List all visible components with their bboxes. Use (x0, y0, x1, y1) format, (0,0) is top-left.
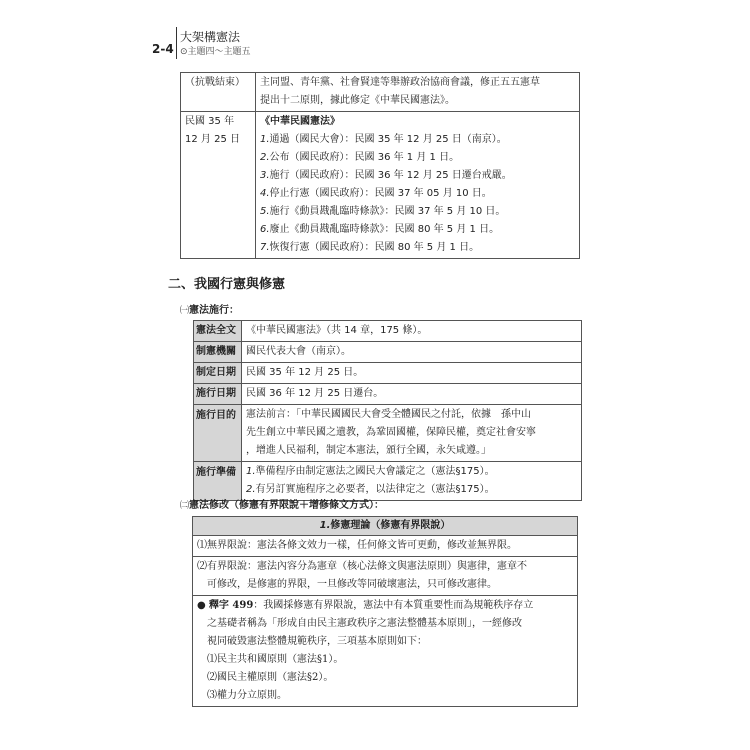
list-item (260, 239, 575, 257)
row-value (242, 462, 582, 501)
item-text: 恢復行憲（國民政府）：民國 80 年 5 月 1 日。 (269, 242, 480, 253)
constitution-table (193, 320, 582, 501)
timeline-table (180, 72, 580, 259)
theory-row (193, 557, 577, 596)
row-value: 民國 35 年 12 月 25 日。 (242, 363, 582, 384)
row-value: 國民代表大會（南京）。 (242, 342, 582, 363)
subsection-marker: ㈠ (180, 306, 190, 316)
item-text: 施行《動員戡亂臨時條款》：民國 37 年 5 月 10 日。 (269, 206, 506, 217)
theory-text: ⑴無界限說：憲法各條文效力一樣，任何條文皆可更動，修改並無界限。 (197, 540, 517, 551)
interpretation-text: 之基礎者稱為「形成自由民主憲政秩序之憲法整體基本原則」，一經修改 (207, 618, 522, 629)
header-subtitle: ⊙主題四～主題五 (180, 47, 251, 57)
item-number: 1. (246, 466, 256, 477)
table-row (194, 363, 582, 384)
row-value: 民國 36 年 12 月 25 日遷台。 (242, 384, 582, 405)
timeline-event-cell (256, 112, 580, 259)
theory-text: 可修改，是修憲的界限，一旦修改等同破壞憲法，只可修改憲律。 (207, 579, 497, 590)
item-number: 3. (260, 170, 270, 181)
table-row (194, 384, 582, 405)
item-text: 有另訂實施程序之必要者，以法律定之（憲法§175）。 (255, 484, 495, 495)
theory-text: ⑵有界限說：憲法內容分為憲章（核心法條文與憲法原則）與憲律，憲章不 (197, 561, 527, 572)
section-title: 二、我國行憲與修憲 (168, 277, 286, 292)
table-row (181, 73, 580, 112)
row-label: 施行日期 (194, 384, 242, 405)
row-label: 制定日期 (194, 363, 242, 384)
box-caption (193, 517, 577, 536)
item-text: 施行（國民政府）：民國 36 年 12 月 25 日遷台戒嚴。 (269, 170, 512, 181)
table-row (194, 321, 582, 342)
amendment-theory-box (192, 516, 578, 707)
interpretation-text: 視同破毀憲法整體規範秩序，三項基本原則如下： (207, 636, 427, 647)
subsection-marker: ㈡ (180, 501, 190, 511)
item-text: 廢止《動員戡亂臨時條款》：民國 80 年 5 月 1 日。 (269, 224, 500, 235)
item-number: 6. (260, 224, 270, 235)
caption-number: 1. (319, 520, 331, 531)
preamble-line: 先生創立中華民國之遺教，為鞏固國權，保障民權，奠定社會安寧 (246, 427, 536, 438)
list-item (246, 463, 577, 481)
list-item (260, 221, 575, 239)
caption-text: 修憲理論（修憲有界限說） (330, 520, 451, 531)
item-number: 5. (260, 206, 270, 217)
list-item (260, 131, 575, 149)
list-item (260, 185, 575, 203)
list-item: ⑵國民主權原則（憲法§2）。 (207, 672, 334, 683)
timeline-date: 民國 35 年 (185, 116, 235, 127)
timeline-event-cell (256, 73, 580, 112)
timeline-date-cell (181, 73, 256, 112)
list-item (260, 149, 575, 167)
row-label: 施行準備 (194, 462, 242, 501)
bullet-icon: ● (197, 600, 206, 611)
header-divider (176, 27, 177, 59)
row-value (242, 405, 582, 462)
header-title: 大架構憲法 (180, 30, 241, 44)
constitution-list-title: 《中華民國憲法》 (260, 116, 340, 127)
subsection-text: 憲法修改（修憲有界限說＋增修條文方式）： (189, 500, 385, 511)
list-item (260, 203, 575, 221)
table-row (194, 405, 582, 462)
row-label: 施行目的 (194, 405, 242, 462)
subsection-title (180, 301, 239, 316)
page-number: 2-4 (152, 42, 174, 56)
interpretation-text: ：我國採修憲有界限說，憲法中有本質重要性而為規範秩序存立 (253, 600, 534, 611)
list-item: ⑴民主共和國原則（憲法§1）。 (207, 654, 344, 665)
row-value: 《中華民國憲法》（共 14 章，175 條）。 (242, 321, 582, 342)
item-text: 準備程序由制定憲法之國民大會議定之（憲法§175）。 (255, 466, 495, 477)
item-number: 1. (260, 134, 270, 145)
row-label: 制憲機關 (194, 342, 242, 363)
row-label: 憲法全文 (194, 321, 242, 342)
item-number: 7. (260, 242, 270, 253)
timeline-date-cell (181, 112, 256, 259)
preamble-line: ，增進人民福利，制定本憲法，頒行全國，永矢咸遵。」 (246, 445, 491, 456)
list-item (260, 167, 575, 185)
item-number: 2. (260, 152, 270, 163)
item-text: 停止行憲（國民政府）：民國 37 年 05 月 10 日。 (269, 188, 492, 199)
subsection-title (180, 496, 384, 511)
item-text: 通過（國民大會）：民國 35 年 12 月 25 日（南京）。 (269, 134, 507, 145)
timeline-event-line: 提出十二原則，據此修定《中華民國憲法》。 (260, 95, 455, 106)
timeline-date: （抗戰結束） (185, 77, 245, 88)
interpretation-line (197, 597, 573, 615)
item-number: 2. (246, 484, 256, 495)
interpretation-row (193, 596, 577, 706)
subsection-text: 憲法施行： (189, 305, 240, 316)
preamble-line: 憲法前言：「中華民國國民大會受全體國民之付託，依據 孫中山 (246, 409, 531, 420)
timeline-event-line: 主同盟、青年黨、社會賢達等舉辦政治協商會議，修正五五憲草 (260, 77, 540, 88)
timeline-date: 12 月 25 日 (185, 134, 240, 145)
theory-row (193, 536, 577, 557)
item-number: 4. (260, 188, 270, 199)
list-item: ⑶權力分立原則。 (207, 690, 287, 701)
item-text: 公布（國民政府）：民國 36 年 1 月 1 日。 (269, 152, 460, 163)
interpretation-number: 釋字 499 (208, 600, 254, 611)
table-row (194, 342, 582, 363)
table-row (194, 462, 582, 501)
table-row (181, 112, 580, 259)
